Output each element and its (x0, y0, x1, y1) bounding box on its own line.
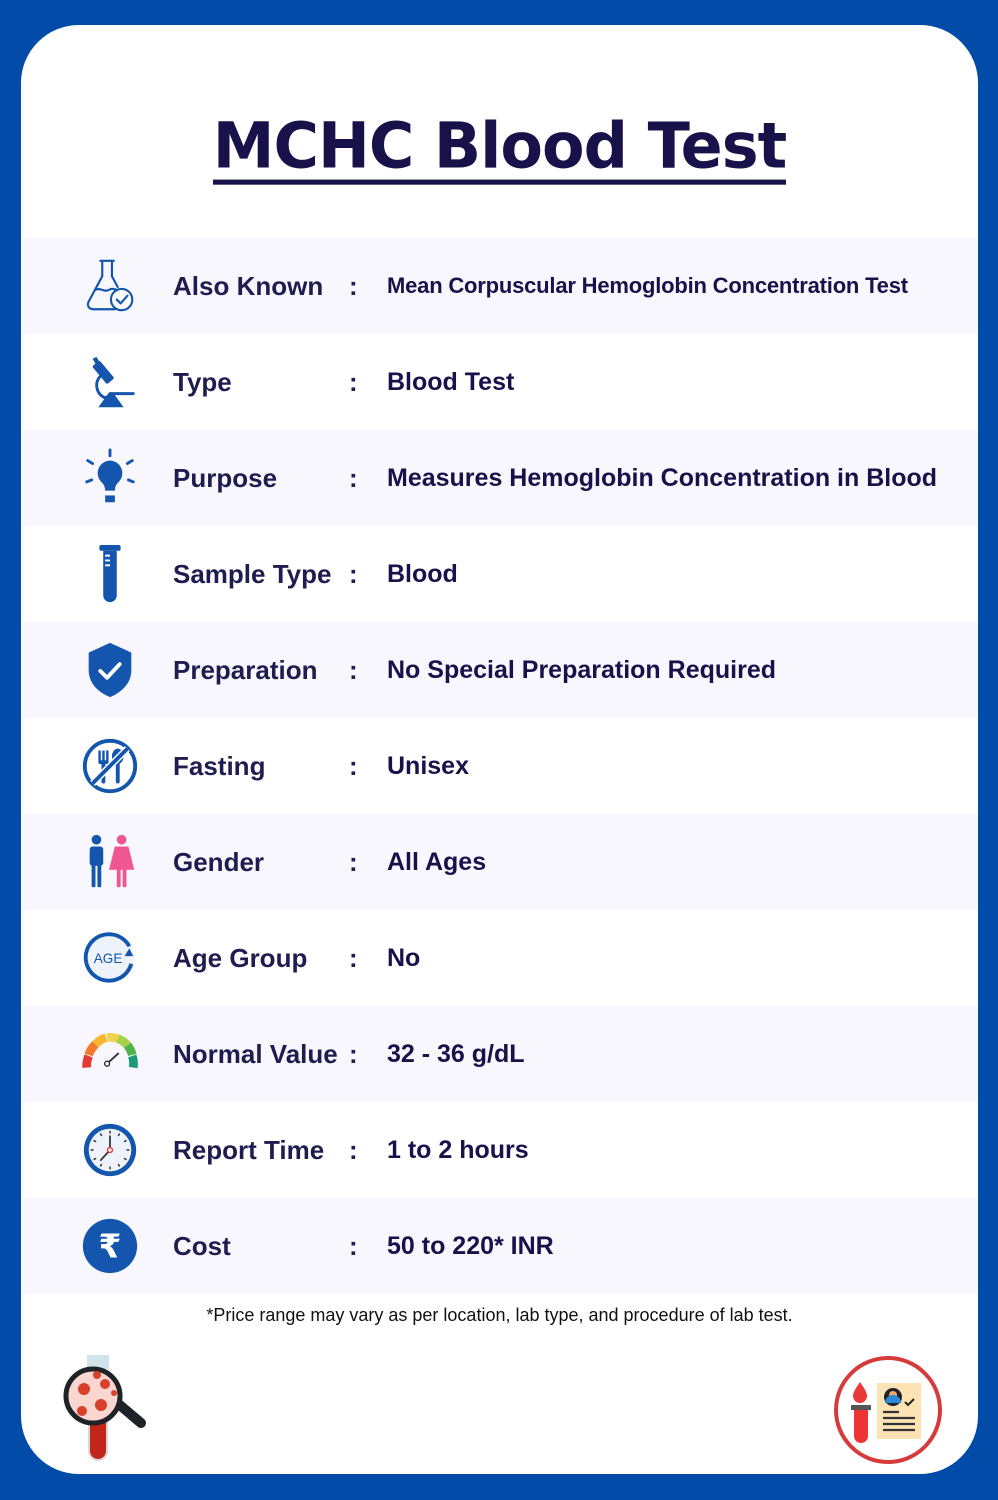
clock-icon (77, 1117, 143, 1183)
row-value: Unisex (387, 751, 469, 780)
row-separator: : (349, 1038, 358, 1069)
info-row-purpose (21, 430, 978, 526)
row-label: Age Group (173, 942, 308, 973)
info-row-normal-value (21, 1006, 978, 1102)
page-title (21, 108, 978, 184)
magnifier-blood-tube-illustration (51, 1353, 161, 1463)
row-separator: : (349, 942, 358, 973)
info-row-report-time (21, 1102, 978, 1198)
flask-check-icon (77, 253, 143, 319)
info-row-also-known (21, 238, 978, 334)
row-label: Normal Value (173, 1038, 338, 1069)
row-separator: : (349, 750, 358, 781)
info-row-type (21, 334, 978, 430)
row-separator: : (349, 1230, 358, 1261)
row-label: Gender (173, 846, 265, 877)
row-label: Cost (173, 1230, 231, 1261)
svg-text:AGE: AGE (93, 950, 123, 966)
age-icon (77, 925, 143, 991)
row-value: 32 - 36 g/dL (387, 1039, 525, 1068)
row-separator: : (349, 270, 358, 301)
row-separator: : (349, 654, 358, 685)
info-row-preparation (21, 622, 978, 718)
row-value: No (387, 943, 421, 972)
svg-text:₹: ₹ (98, 1226, 122, 1266)
row-separator: : (349, 558, 358, 589)
row-label: Fasting (173, 750, 266, 781)
blood-report-badge-illustration (833, 1355, 943, 1465)
price-footnote: *Price range may vary as per location, lab type, and procedure of lab test. (206, 1305, 793, 1325)
no-food-icon (77, 733, 143, 799)
microscope-icon (77, 349, 143, 415)
test-tube-icon (77, 541, 143, 607)
row-label: Sample Type (173, 558, 332, 589)
row-separator: : (349, 366, 358, 397)
male-female-icon (77, 829, 143, 895)
row-value: Blood (387, 559, 458, 588)
gauge-icon (77, 1021, 143, 1087)
row-label: Also Known (173, 270, 324, 301)
row-value: 50 to 220* INR (387, 1231, 554, 1260)
info-row-cost (21, 1198, 978, 1294)
row-value: No Special Preparation Required (387, 655, 776, 684)
row-value: Mean Corpuscular Hemoglobin Concentration Test (387, 273, 908, 298)
row-value: 1 to 2 hours (387, 1135, 529, 1164)
lightbulb-icon (77, 445, 143, 511)
info-row-fasting (21, 718, 978, 814)
row-value: All Ages (387, 847, 487, 876)
shield-check-icon (77, 637, 143, 703)
row-value: Blood Test (387, 367, 515, 396)
row-label: Preparation (173, 654, 318, 685)
info-table (21, 238, 978, 1294)
info-row-sample-type (21, 526, 978, 622)
rupee-icon (77, 1213, 143, 1279)
info-row-age-group (21, 910, 978, 1006)
row-separator: : (349, 1134, 358, 1165)
info-row-gender (21, 814, 978, 910)
page-title-text: MCHC Blood Test (213, 114, 787, 184)
row-label: Purpose (173, 462, 278, 493)
row-separator: : (349, 846, 358, 877)
row-label: Report Time (173, 1134, 325, 1165)
row-separator: : (349, 462, 358, 493)
row-value: Measures Hemoglobin Concentration in Blood (387, 463, 938, 492)
info-card (21, 25, 978, 1474)
row-label: Type (173, 366, 232, 397)
